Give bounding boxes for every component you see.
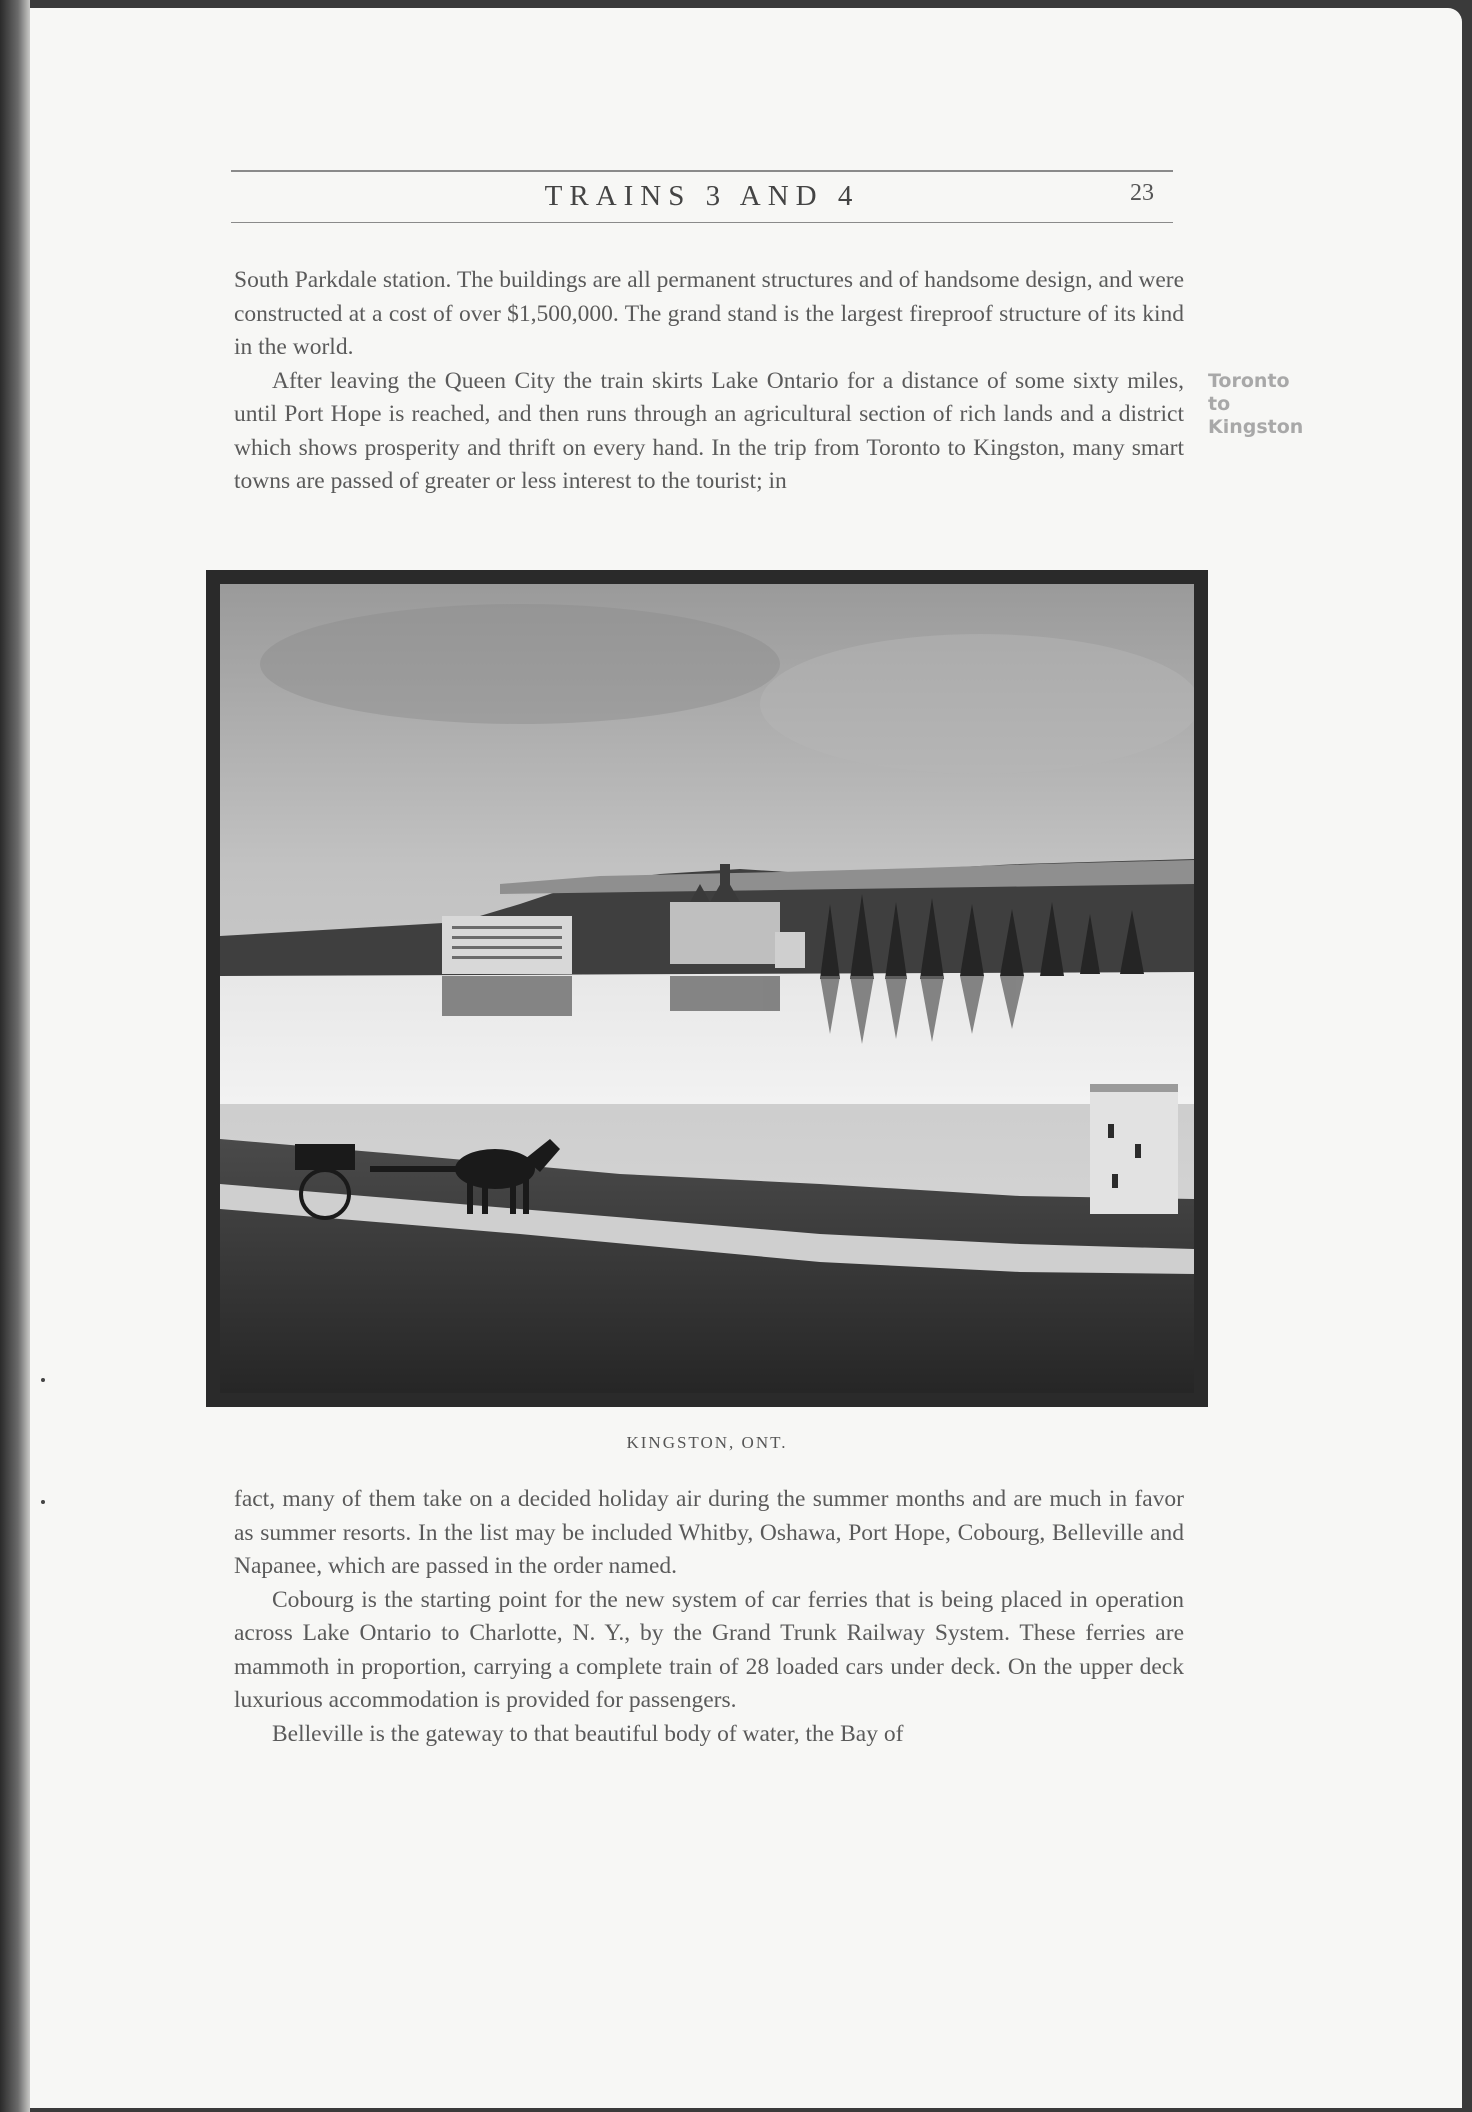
kingston-photograph	[220, 584, 1194, 1393]
page-speck	[41, 1378, 45, 1382]
paragraph: South Parkdale station. The buildings are all permanent structures and of handsome design, and were constructed at a cost of over $1,500,000. The grand stand is the largest fireproof structure of its kind in the world.	[234, 267, 1184, 360]
header-rule-top	[231, 170, 1173, 172]
page-speck	[41, 1500, 45, 1504]
paragraph: After leaving the Queen City the train skirts Lake Ontario for a distance of some sixty miles, until Port Hope is reached, and then runs through an agricultural section of rich lands and a district which shows prosperity and thrift on every hand. In the trip from Toronto to Kingston, many smart towns are passed of greater or less interest to the tourist; in	[234, 367, 1184, 494]
paragraph: fact, many of them take on a decided holiday air during the summer months and are much in favor as summer resorts. In the list may be included Whitby, Oshawa, Port Hope, Cobourg, Belleville and Napanee, which are passed in the order named.	[234, 1486, 1184, 1579]
margin-note-line: Kingston	[1208, 416, 1304, 438]
paragraph: Cobourg is the starting point for the new system of car ferries that is being placed in operation across Lake Ontario to Charlotte, N. Y., by the Grand Trunk Railway System. These ferries are mammoth in proportion, carrying a complete train of 28 loaded cars under deck. On the upper deck luxurious accommodation is provided for passengers.	[234, 1586, 1184, 1713]
margin-note-line: Toronto	[1208, 370, 1290, 392]
header-rule-bottom	[231, 222, 1173, 223]
paragraph: Belleville is the gateway to that beautiful body of water, the Bay of	[272, 1720, 904, 1747]
page-number: 23	[1130, 180, 1154, 206]
photo-frame	[206, 570, 1208, 1407]
margin-note	[1208, 370, 1328, 439]
body-text-top	[234, 264, 1184, 499]
running-header: TRAINS 3 AND 4	[544, 180, 860, 212]
margin-note-line: to	[1208, 393, 1231, 415]
body-text-bottom	[234, 1483, 1184, 1751]
photo-caption: KINGSTON, ONT.	[626, 1433, 788, 1452]
page-binding-edge	[0, 0, 30, 2112]
